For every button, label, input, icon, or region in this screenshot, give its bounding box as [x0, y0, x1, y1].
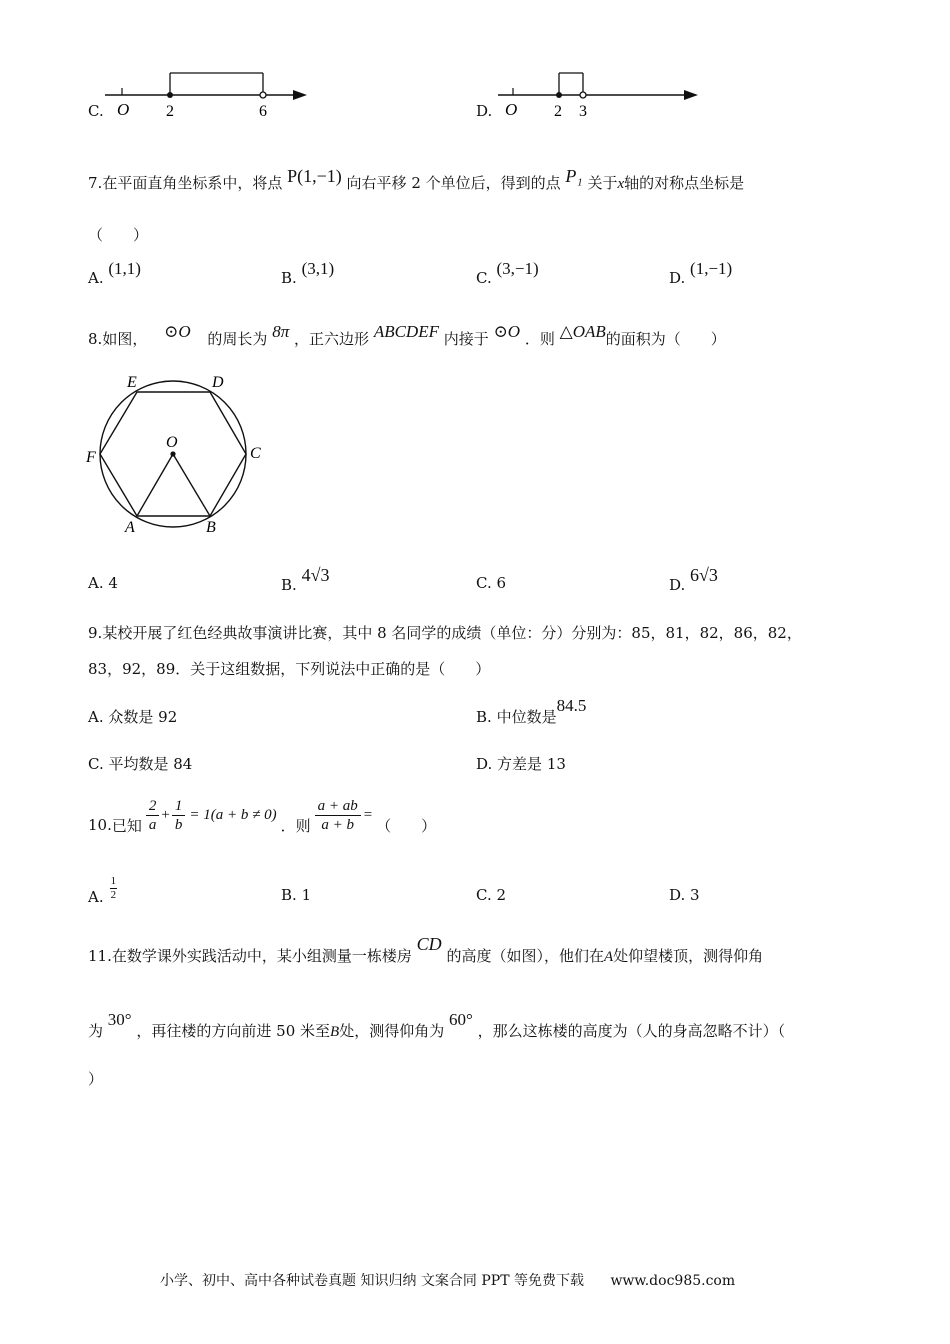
- q10-option-a: [88, 872, 117, 906]
- q11-text-f: 处，测得仰角为: [339, 1022, 445, 1040]
- q8-option-d-value: 6√3: [690, 565, 718, 585]
- q6-option-c-number-line: [100, 62, 320, 122]
- q8-option-d: [669, 565, 718, 595]
- q8-text-b: 的周长为: [207, 330, 268, 348]
- q9-option-d-label: D.: [476, 755, 493, 773]
- q11-text-a: 在数学课外实践活动中，某小组测量一栋楼房: [111, 947, 412, 965]
- q9-option-c: [88, 753, 192, 774]
- q10-text-a: 已知: [111, 816, 142, 835]
- q8-label-a: A: [125, 519, 135, 536]
- q7-option-d-value: (1,−1): [690, 259, 733, 278]
- q8-option-c: [476, 574, 506, 592]
- q8-text-f: 的面积为（ ）: [605, 330, 726, 348]
- q10-plus: +: [161, 806, 170, 823]
- q7-point-p1: P₁: [565, 166, 583, 186]
- q9-option-a-label: A.: [88, 708, 104, 726]
- q10-paren: （ ）: [376, 816, 437, 835]
- q7-text-d: 轴的对称点坐标是: [624, 174, 745, 192]
- q10-frac-2-over-a: $\frac{2}{a}$: [146, 797, 160, 834]
- q11-point-a: A: [603, 949, 614, 965]
- q9-option-b-label: B.: [476, 708, 492, 726]
- q9-option-b-math: 84.5: [556, 696, 587, 715]
- q11-text-c: 处仰望楼顶，测得仰角: [613, 947, 764, 965]
- q6d-origin-label: O: [505, 100, 518, 119]
- q10-option-c-value: 2: [496, 886, 507, 904]
- q8-hexagon-name: ABCDEF: [373, 322, 439, 341]
- q11-angle-60: 60°: [448, 1010, 473, 1029]
- q7-answer-paren: （ ）: [88, 226, 149, 244]
- q7-option-c: [476, 259, 539, 288]
- q8-text-d: 内接于: [443, 330, 489, 348]
- q9-option-c-label: C.: [88, 755, 104, 773]
- q8-option-c-value: 6: [496, 574, 507, 592]
- q9-option-d-value: 方差是 13: [497, 755, 566, 773]
- q10-option-a-label: A.: [88, 888, 104, 906]
- q7-option-c-value: (3,−1): [496, 259, 539, 278]
- q9-stem-line2: 83，92，89．关于这组数据，下列说法中正确的是（ ）: [88, 660, 491, 678]
- q10-stem: [88, 790, 436, 840]
- q11-building-cd: CD: [416, 934, 442, 954]
- footer-url[interactable]: www.doc985.com: [610, 1273, 736, 1289]
- q6c-origin-label: O: [117, 100, 130, 119]
- q7-option-d: [669, 259, 733, 288]
- q10-option-b-label: B.: [281, 886, 297, 904]
- q10-text-b: ．则: [280, 816, 311, 835]
- q9-option-a: [88, 706, 177, 727]
- q11-text-e: ，再往楼的方向前进 50 米至: [136, 1022, 331, 1040]
- q8-number: 8.: [88, 330, 103, 348]
- q8-option-b-value: 4√3: [301, 565, 330, 585]
- q8-label-e: E: [127, 374, 137, 391]
- q7-number: 7.: [88, 174, 103, 192]
- q10-option-c-label: C.: [476, 886, 492, 904]
- q10-rhs: = 1(a + b ≠ 0): [189, 806, 277, 823]
- q8-text-e: ．则: [524, 330, 555, 348]
- q8-stem: [88, 322, 726, 349]
- q8-label-o: O: [166, 434, 178, 451]
- q8-perimeter: 8π: [272, 322, 290, 341]
- q9-number: 9.: [88, 624, 103, 642]
- q7-option-a-label: A.: [88, 269, 104, 287]
- q8-option-a: [88, 574, 118, 592]
- q8-circle-o: ⊙O: [164, 322, 191, 341]
- q11-angle-30: 30°: [107, 1010, 132, 1029]
- q7-text-c: 关于: [587, 174, 618, 192]
- q7-option-b-value: (3,1): [301, 259, 335, 278]
- q8-label-c: C: [250, 445, 261, 462]
- q6c-tick-2: 2: [166, 103, 174, 120]
- q6-option-c-label: C.: [88, 102, 104, 120]
- q10-frac-1-over-b: $\frac{1}{b}$: [172, 797, 186, 834]
- q10-eq: =: [363, 806, 373, 823]
- q7-option-a: [88, 259, 141, 288]
- q7-option-c-label: C.: [476, 269, 492, 287]
- q6-option-d-label: D.: [476, 102, 493, 120]
- q8-option-a-value: 4: [108, 574, 118, 592]
- q8-text-c: ，正六边形: [294, 330, 370, 348]
- q7-option-b: [281, 259, 335, 288]
- q8-option-b: [281, 565, 330, 595]
- q10-option-c: [476, 886, 506, 904]
- q7-point-p: P(1,−1): [287, 166, 342, 186]
- q9-option-d: [476, 753, 566, 774]
- q11-text-g: ，那么这栋楼的高度为（人的身高忽略不计）（: [477, 1022, 786, 1040]
- q10-option-b: [281, 886, 311, 904]
- q11-stem-line2: [88, 1010, 786, 1041]
- q8-label-d: D: [212, 374, 224, 391]
- q9-line1-text: 某校开展了红色经典故事演讲比赛，其中 8 名同学的成绩（单位：分）分别为：85，81，82，86，82，: [102, 624, 802, 642]
- q8-label-b: B: [206, 519, 216, 536]
- q8-hexagon-figure: [80, 370, 280, 540]
- q8-circle-o-2: ⊙O: [493, 322, 521, 341]
- q10-option-d: [669, 886, 700, 904]
- q8-triangle-oab: △OAB: [559, 322, 606, 341]
- q11-close-paren: ）: [88, 1070, 104, 1088]
- q9-option-b: [476, 696, 587, 727]
- q8-option-d-label: D.: [669, 576, 686, 594]
- q10-option-a-value: $\frac{1}{2}$: [110, 875, 117, 901]
- q6c-tick-6: 6: [259, 103, 267, 120]
- q9-option-a-value: 众数是 92: [108, 708, 178, 726]
- q10-option-b-value: 1: [301, 886, 312, 904]
- page-footer: [160, 1270, 735, 1290]
- q11-text-d: 为: [88, 1022, 104, 1040]
- q9-stem-line1: [88, 622, 802, 643]
- q7-option-a-value: (1,1): [108, 259, 141, 278]
- q7-option-b-label: B.: [281, 269, 297, 287]
- q10-option-d-label: D.: [669, 886, 686, 904]
- q6-option-d-number-line: [495, 62, 710, 122]
- q7-axis-var: x: [617, 176, 625, 192]
- q7-option-d-label: D.: [669, 269, 686, 287]
- q11-text-b: 的高度（如图），他们在: [446, 947, 604, 965]
- q10-frac-target: $\frac{a + ab}{a + b}$: [315, 797, 361, 834]
- q11-stem-line1: [88, 934, 764, 966]
- q9-option-c-value: 平均数是 84: [108, 755, 193, 773]
- q10-option-d-value: 3: [690, 886, 700, 904]
- q11-point-b: B: [330, 1024, 340, 1040]
- q9-option-b-value: 中位数是: [496, 708, 557, 726]
- q8-text-a: 如图，: [102, 330, 148, 348]
- footer-text: 小学、初中、高中各种试卷真题 知识归纳 文案合同 PPT 等免费下载: [160, 1273, 584, 1289]
- q10-number: 10.: [88, 816, 112, 834]
- q6d-tick-3: 3: [579, 103, 587, 120]
- q7-text-b: 向右平移 2 个单位后，得到的点: [346, 174, 561, 192]
- q11-number: 11.: [88, 947, 112, 965]
- q7-text-a: 在平面直角坐标系中，将点: [102, 174, 283, 192]
- q8-option-a-label: A.: [88, 574, 104, 592]
- q8-option-b-label: B.: [281, 576, 297, 594]
- q7-stem: [88, 166, 745, 193]
- q8-label-f: F: [86, 449, 96, 466]
- q6d-tick-2: 2: [554, 103, 562, 120]
- q8-option-c-label: C.: [476, 574, 492, 592]
